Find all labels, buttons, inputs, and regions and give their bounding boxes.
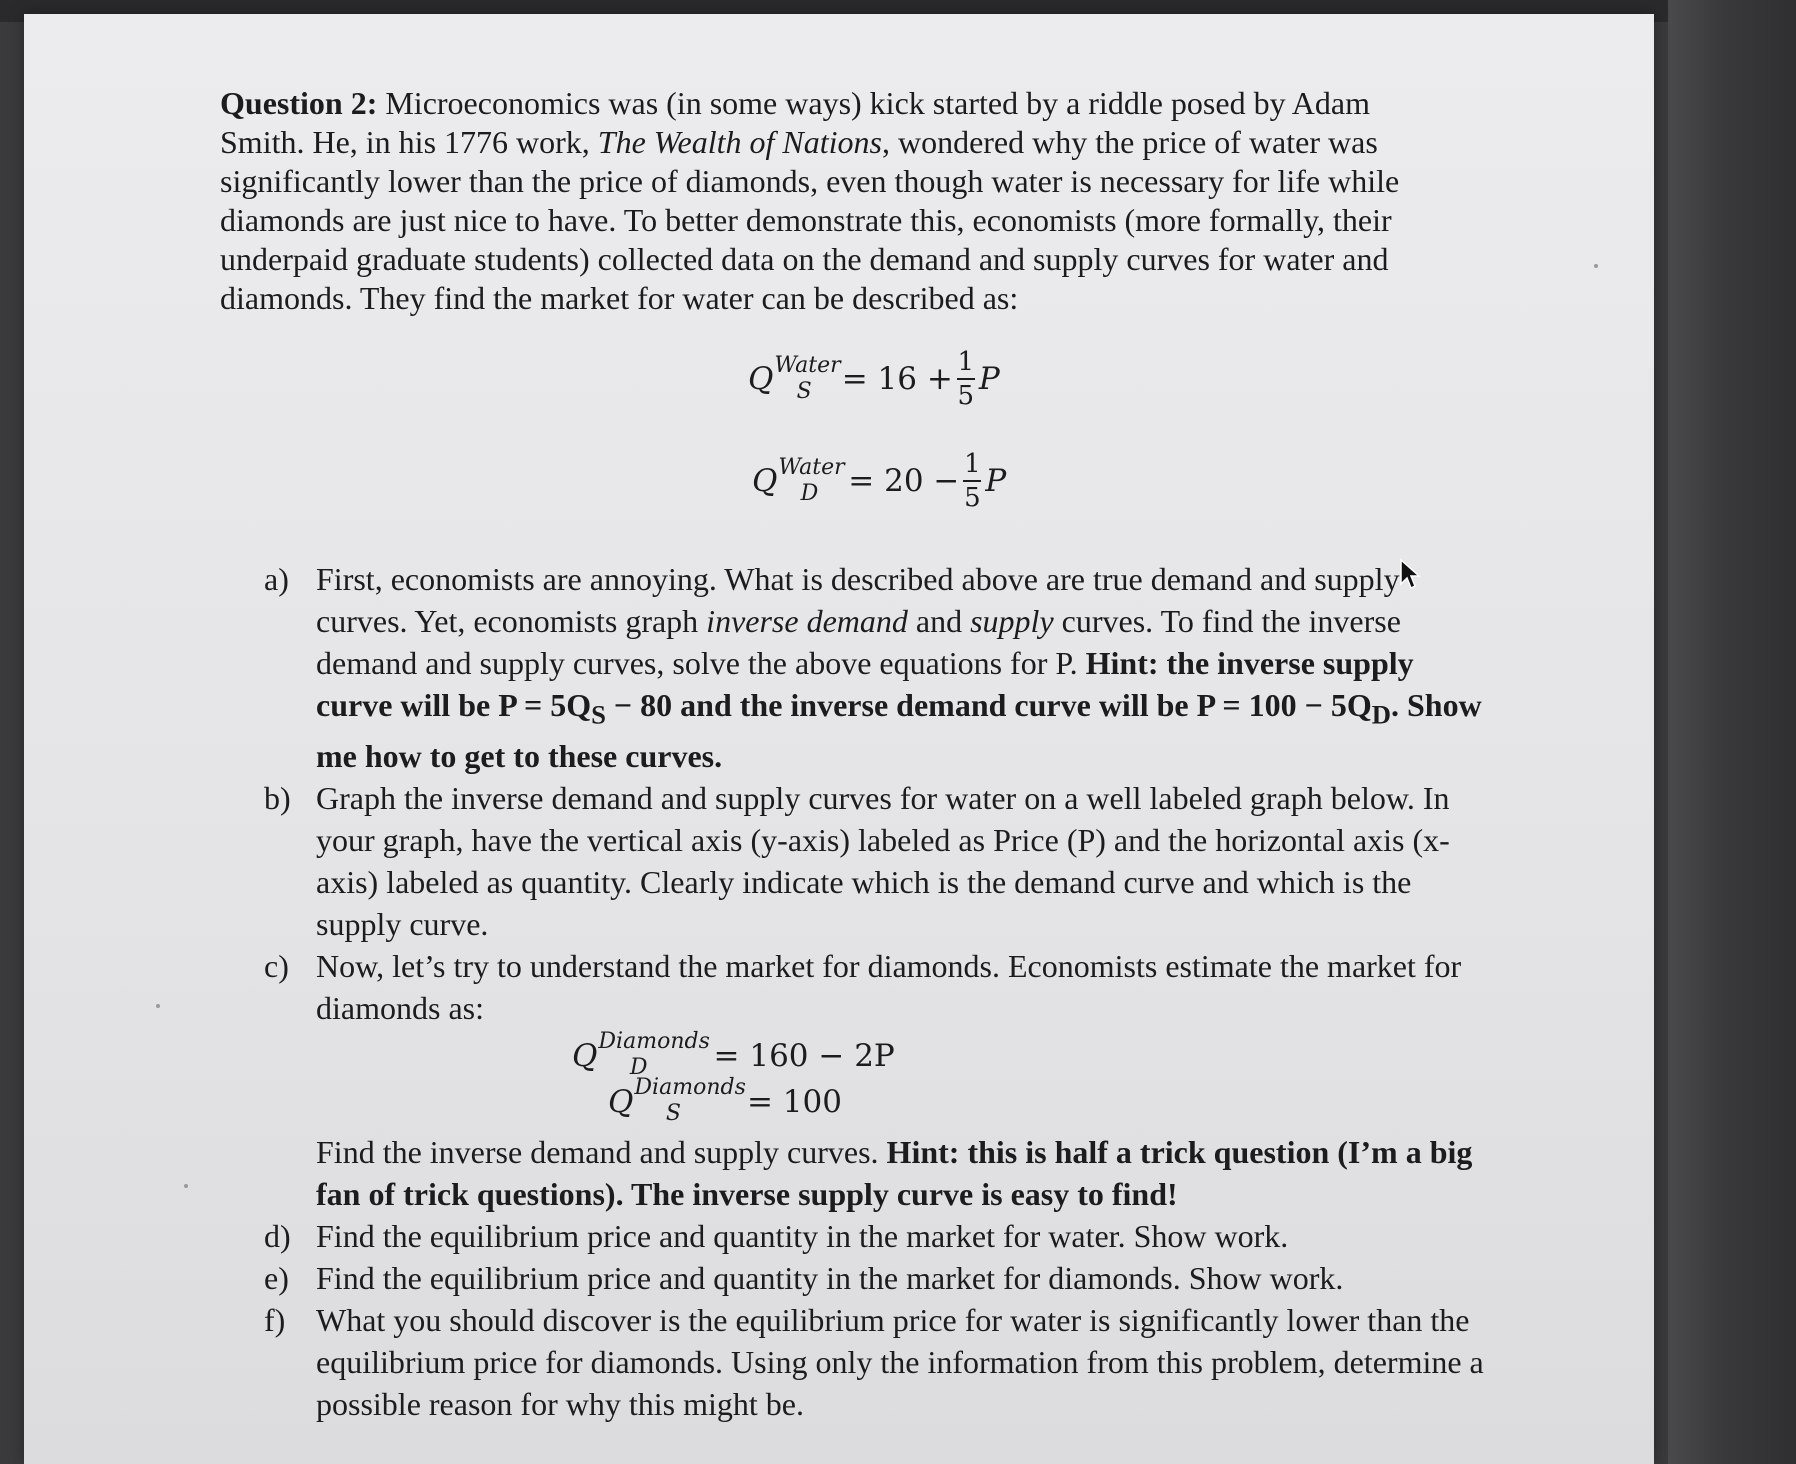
diamond-equations [316, 1029, 1496, 1127]
part-a [220, 558, 1496, 777]
question-intro [220, 84, 1410, 318]
part-label: d) [264, 1218, 291, 1255]
frac-den: 5 [964, 483, 981, 513]
part-label: a) [264, 561, 289, 597]
dust-speck [184, 1184, 188, 1188]
part-emphasis: supply [970, 603, 1054, 639]
part-b [220, 777, 1496, 945]
monitor-bezel [1668, 0, 1796, 1464]
water-supply-equation [748, 348, 1000, 410]
fraction [963, 450, 981, 512]
part-text: Find the equilibrium price and quantity in the market for water. Show work. [316, 1218, 1289, 1255]
part-text: and [907, 603, 971, 639]
eq-sub: D [629, 1055, 648, 1081]
frac-num: 1 [957, 347, 975, 377]
eq-q: Q [608, 1084, 634, 1121]
part-text: Find the inverse demand and supply curves. [316, 1134, 887, 1171]
eq-rhs: = 16 + [841, 361, 953, 397]
document-page [24, 14, 1654, 1464]
hint-sub: S [591, 699, 606, 730]
hint-sub: D [1371, 699, 1391, 730]
mouse-pointer-icon [1399, 558, 1421, 590]
eq-sub: S [796, 378, 812, 404]
eq-sup: Water [774, 352, 841, 378]
question-parts [220, 558, 1520, 1425]
eq-sub: S [665, 1101, 681, 1127]
hint-text: − 80 and the inverse demand curve will be P = 100 − 5Q [605, 687, 1372, 723]
hint-text: Hint: the inverse supply curve will be P = 5Q [316, 645, 1414, 723]
part-text: Now, let’s try to understand the market for diamonds. Economists estimate the market for diamonds as: [316, 948, 1462, 1027]
part-label: c) [264, 948, 289, 985]
part-text: First, economists are annoying. What is described above are true demand and supply curves. Yet, economists graph [316, 561, 1400, 639]
diamond-supply-equation [608, 1075, 842, 1127]
dust-speck [156, 1004, 160, 1008]
eq-sup: Water [778, 454, 845, 480]
part-emphasis: inverse demand [706, 603, 908, 639]
part-text: Graph the inverse demand and supply curves for water on a well labeled graph below. In your graph, have the vertical axis (y-axis) labeled as Price (P) and the horizontal axis (x-axis) labeled as quantity. Clearly indicate which is the demand curve and which is the supply curve. [316, 780, 1450, 943]
book-title: The Wealth of Nations [597, 124, 882, 160]
frac-num: 1 [964, 449, 981, 479]
water-equations [220, 338, 1520, 558]
eq-sup: Diamonds [634, 1075, 746, 1101]
part-d [220, 1215, 1496, 1257]
fraction [957, 348, 975, 410]
eq-var: P [978, 361, 1000, 397]
eq-sub: D [800, 480, 819, 506]
dust-speck [1594, 264, 1598, 268]
part-text: What you should discover is the equilibrium price for water is significantly lower than the equilibrium price for diamonds. Using only the information from this problem, determine a possible reason for why this might be. [316, 1302, 1484, 1423]
eq-rhs: = 100 [746, 1084, 842, 1121]
question-content [220, 84, 1520, 1425]
frac-den: 5 [957, 381, 975, 411]
eq-q: Q [572, 1038, 598, 1075]
part-f [220, 1299, 1496, 1425]
part-text: curves. To find the inverse demand and supply curves, solve the above equations for P. [316, 603, 1401, 681]
part-text: Find the equilibrium price and quantity in the market for diamonds. Show work. [316, 1260, 1344, 1297]
hint-text: . Show me how to get to these curves. [316, 687, 1482, 775]
hint-text: Hint: this is half a trick question (I’m a big fan of trick questions). The inverse supply curve is easy to find! [316, 1134, 1473, 1213]
part-label: f) [264, 1302, 286, 1339]
part-c [220, 945, 1496, 1215]
part-label: e) [264, 1260, 289, 1297]
eq-rhs: = 20 − [848, 463, 960, 499]
water-demand-equation [752, 450, 1006, 512]
eq-sup: Diamonds [598, 1029, 710, 1055]
eq-q: Q [748, 361, 774, 397]
eq-q: Q [752, 463, 778, 499]
intro-text-1: Microeconomics was (in some ways) kick started by a riddle posed by Adam Smith. He, in his 1776 work, [220, 85, 1370, 160]
question-label: Question 2: [220, 85, 378, 121]
part-e [220, 1257, 1496, 1299]
part-label: b) [264, 780, 291, 817]
eq-rhs: = 160 − 2P [713, 1038, 895, 1075]
intro-text-2: , wondered why the price of water was significantly lower than the price of diamonds, even though water is necessary for life while diamonds are just nice to have. To better demonstrate this, economists (more formally, their underpaid graduate students) collected data on the demand and supply curves for water and diamonds. They find the market for water can be described as: [220, 124, 1400, 316]
eq-var: P [985, 463, 1007, 499]
